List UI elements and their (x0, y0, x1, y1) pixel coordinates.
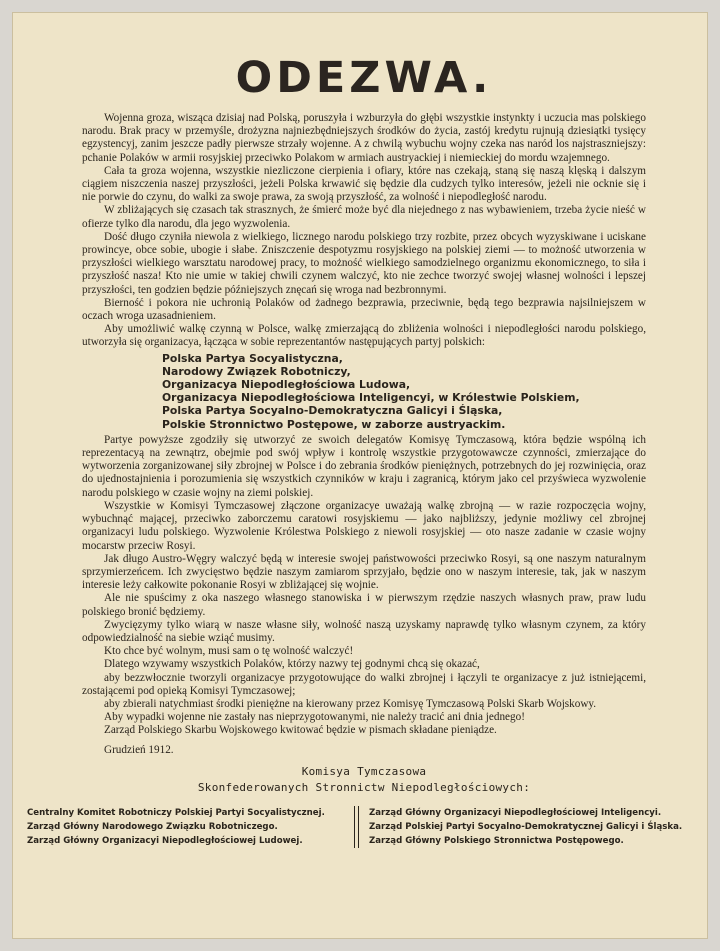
paragraph: Dość długo czyniła niewola z wielkiego, licznego narodu polskiego trzy rozbite, przez obcych wyzyskiwane i uciskane prowincye, obce sobie, ubogie i słabe. Zniszczenie despotyzmu rosyjskiego na polskiej ziemi — to możność utworzenia w przyszłości wielkiego warsztatu narodowej pracy, to możność wielkiego samodzielnego organizmu ekonomicznego, to siła i przyszłość nasza! Kto nie umie w takiej chwili czynem walczyć, kto nie zechce tworzyć swojej własnej wolności i lepszej przyszłości, ten godzien będzie późniejszych znęcań się wroga nad bezbronnymi. (82, 230, 646, 296)
signatories (27, 806, 686, 848)
signatories-left (27, 806, 354, 848)
poster-sheet (12, 12, 708, 939)
paragraph: Jak długo Austro-Węgry walczyć będą w interesie swojej państwowości przeciwko Rosyi, są one naszym naturalnym sprzymierzeńcem. Ich zwycięstwo będzie naszym zamiarom sprzyjało, będzie ono w naszym interesie, tak, jak w naszym interesie leży całkowite pokonanie Rosyi w zbliżającej się wojnie. (82, 552, 646, 592)
signatories-right (359, 806, 686, 848)
signatory: Zarząd Główny Polskiego Stronnictwa Postępowego. (369, 835, 624, 846)
signatory: Zarząd Główny Organizacyi Niepodległościowej Ludowej. (27, 835, 303, 846)
paragraph: Wszystkie w Komisyi Tymczasowej złączone organizacye uważają walkę zbrojną — w razie rozpoczęcia wojny, wybuchnąć mającej, przeciwko zaborczemu caratowi rosyjskiemu — jako najbliższy, jedynie możliwy cel zbrojnej organizacyi ludu polskiego. Wyzwolenie Królestwa Polskiego z niewoli rosyjskiej — oto nasze zadanie w czasie wojny mocarstw przeciw Rosyi. (82, 499, 646, 552)
paragraph: Aby wypadki wojenne nie zastały nas nieprzygotowanymi, nie należy tracić ani dnia jednego! (104, 711, 525, 724)
paragraph: Zarząd Polskiego Skarbu Wojskowego kwitować będzie w pismach składane pieniądze. (104, 724, 497, 737)
signatory: Centralny Komitet Robotniczy Polskiej Partyi Socyalistycznej. (27, 807, 325, 818)
paragraph: Wojenna groza, wisząca dzisiaj nad Polską, poruszyła i wzburzyła do głębi wszystkie instynkty i uczucia mas polskiego narodu. Brak pracy w przemyśle, drożyzna najniezbędniejszych środków do życia, zastój kredytu rujnują dziesiątki tysięcy egzystencyj, zanim jeszcze padły pierwsze strzały wojenne. A z chwilą wybuchu wojny czeka nas naród los najstraszniejszy: pchanie Polaków w armii rosyjskiej przeciwko Polakom w armiach austryackiej i niemieckiej do mordu wzajemnego. (82, 112, 646, 164)
commission-subtitle: Skonfederowanych Stronnictw Niepodległościowych: (197, 780, 531, 794)
commission-name: Komisya Tymczasowa (301, 764, 427, 778)
commission-heading (82, 764, 646, 796)
paragraph: Cała ta groza wojenna, wszystkie niezliczone cierpienia i ofiary, które nas czekają, staną się naszą klęską i dalszym ciągiem niszczenia naszej przyszłości, jeżeli Polska krwawić się będzie dla cudzych tylko interesów, jeżeli nie ocknie się i nie porwie do czynu, do walki za swoje prawa, za swoją przyszłość, za wolność i niepodległość narodu. (82, 164, 646, 204)
signatory: Zarząd Polskiej Partyi Socyalno-Demokratycznej Galicyi i Śląska. (369, 821, 683, 832)
paragraph: Aby umożliwić walkę czynną w Polsce, walkę zmierzającą do zbliżenia wolności i niepodległości narodu polskiego, utworzyła się organizacya, łącząca w sobie reprezentantów następujących partyj polskich: (82, 323, 646, 349)
party-list (162, 352, 646, 431)
paragraph: Ale nie spuścimy z oka naszego własnego stanowiska i w pierwszym rzędzie naszych własnych praw, praw ludu polskiego bronić będziemy. (82, 592, 646, 618)
paragraph: Partye powyższe zgodziły się utworzyć ze swoich delegatów Komisyę Tymczasową, która będzie wspólną ich reprezentacyą na zewnątrz, obejmie pod swój wpływ i kontrolę wszystkie przygotowawcze czynności, zmierzające do wytworzenia zorganizowanej siły zbrojnej w Polsce i do zebrania środków pieniężnych, potrzebnych do jej rozwinięcia, oraz do ujednostajnienia i porozumienia się wszystkich czynników w kraju i zagranicą, którym jako cel przyświeca wyzwolenie narodu polskiego w czasie wojny na ziemi polskiej. (82, 433, 646, 499)
body-section-a (82, 112, 646, 350)
party-item: Organizacya Niepodległościowa Inteligencyi, w Królestwie Polskiem, (162, 391, 580, 405)
party-item: Polska Partya Socyalno-Demokratyczna Galicyi i Śląska, (162, 404, 503, 418)
paragraph: Bierność i pokora nie uchronią Polaków od żadnego bezprawia, przeciwnie, będą tego bezprawia najsilniejszem w oczach wroga uzasadnieniem. (82, 296, 646, 323)
body-section-b (82, 434, 646, 738)
signatory: Zarząd Główny Organizacyi Niepodległościowej Inteligencyi. (369, 807, 662, 818)
party-item: Polska Partya Socyalistyczna, (162, 351, 343, 365)
party-item: Narodowy Związek Robotniczy, (162, 364, 351, 378)
party-item: Organizacya Niepodległościowa Ludowa, (162, 378, 411, 392)
paragraph: aby zbierali natychmiast środki pieniężne na kierowany przez Komisyę Tymczasową Polski Skarb Wojskowy. (104, 697, 597, 710)
date-line: Grudzień 1912. (104, 743, 174, 756)
paragraph: Dlatego wzywamy wszystkich Polaków, którzy nazwy tej godnymi chcą się okazać, (104, 658, 480, 671)
paragraph: aby bezzwłocznie tworzyli organizacye przygotowujące do walki zbrojnej i łączyli te organizacye z już istniejącemi, zostającemi pod opieką Komisyi Tymczasowej; (82, 671, 646, 697)
paragraph: W zbliżających się czasach tak strasznych, że śmierć może być dla niejednego z nas wybawieniem, trzeba życie nieść w ofierze tylko dla narodu, dla jego wyzwolenia. (82, 204, 646, 230)
poster-title: ODEZWA. (235, 53, 493, 103)
paragraph: Zwycięzymy tylko wiarą w nasze własne siły, wolność naszą uzyskamy naprawdę tylko własnym czynem, za który odpowiedzialność na siebie wziąć musimy. (82, 618, 646, 644)
paragraph: Kto chce być wolnym, musi sam o tę wolność walczyć! (104, 645, 354, 658)
party-item: Polskie Stronnictwo Postępowe, w zaborze austryackim. (162, 417, 506, 431)
signatory: Zarząd Główny Narodowego Związku Robotniczego. (27, 821, 278, 832)
